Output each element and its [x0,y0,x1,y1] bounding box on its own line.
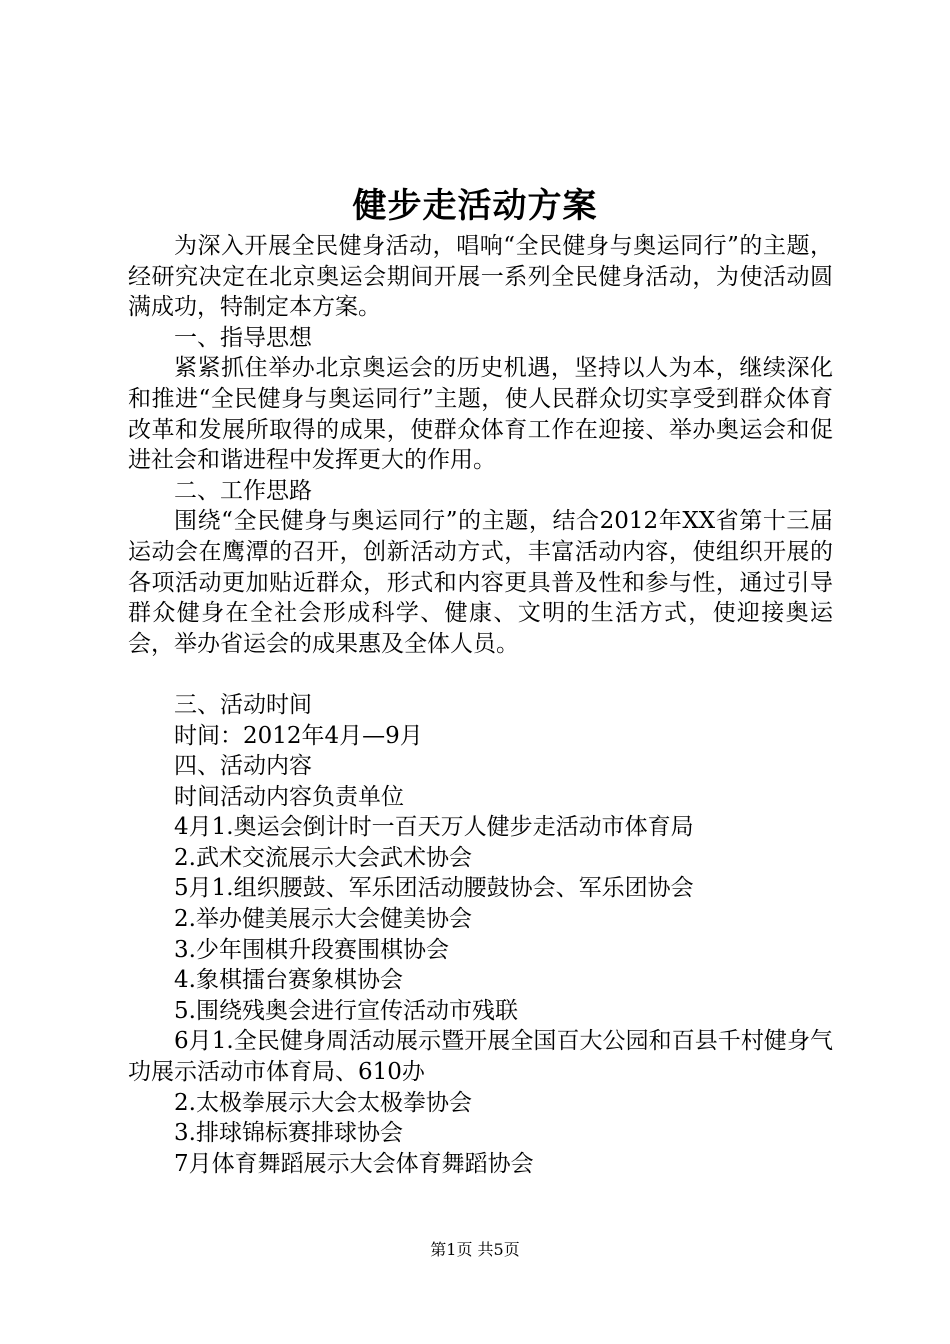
intro-paragraph: 为深入开展全民健身活动，唱响“全民健身与奥运同行”的主题，经研究决定在北京奥运会期间开展一系列全民健身活动，为使活动圆满成功，特制定本方案。 [128,233,833,321]
section1-paragraph: 紧紧抓住举办北京奥运会的历史机遇，坚持以人为本，继续深化和推进“全民健身与奥运同行”主题，使人民群众切实享受到群众体育改革和发展所取得的成果，使群众体育工作在迎接、举办奥运会和促进社会和谐进程中发挥更大的作用。 [128,355,833,474]
section3-heading: 三、活动时间 [174,691,312,718]
section4-heading: 四、活动内容 [174,753,312,780]
page-number-footer: 第1页 共5页 [430,1240,520,1259]
schedule-row: 5.围绕残奥会进行宣传活动市残联 [174,997,518,1024]
schedule-row: 6月1.全民健身周活动展示暨开展全国百大公园和百县千村健身气功展示活动市体育局、610办 [128,1028,833,1086]
schedule-row: 3.排球锦标赛排球协会 [174,1120,403,1147]
section3-time: 时间：2012年4月—9月 [174,722,423,749]
schedule-row: 2.举办健美展示大会健美协会 [174,906,472,933]
blank-line [128,659,833,690]
schedule-row: 4.象棋擂台赛象棋协会 [174,967,403,994]
schedule-row: 2.武术交流展示大会武术协会 [174,844,472,871]
schedule-header: 时间活动内容负责单位 [174,783,404,810]
schedule-row: 4月1.奥运会倒计时一百天万人健步走活动市体育局 [174,814,694,841]
document-body [128,231,833,1179]
schedule-row: 3.少年围棋升段赛围棋协会 [174,936,449,963]
schedule-row: 5月1.组织腰鼓、军乐团活动腰鼓协会、军乐团协会 [174,875,694,902]
section2-heading: 二、工作思路 [174,477,312,504]
section2-paragraph: 围绕“全民健身与奥运同行”的主题，结合2012年XX省第十三届运动会在鹰潭的召开，创新活动方式，丰富活动内容，使组织开展的各项活动更加贴近群众，形式和内容更具普及性和参与性，通过引导群众健身在全社会形成科学、健康、文明的生活方式，使迎接奥运会，举办省运会的成果惠及全体人员。 [128,508,833,657]
schedule-row: 7月体育舞蹈展示大会体育舞蹈协会 [174,1150,534,1177]
section1-heading: 一、指导思想 [174,324,312,351]
schedule-row: 2.太极拳展示大会太极拳协会 [174,1089,472,1116]
document-title: 健步走活动方案 [352,186,598,226]
